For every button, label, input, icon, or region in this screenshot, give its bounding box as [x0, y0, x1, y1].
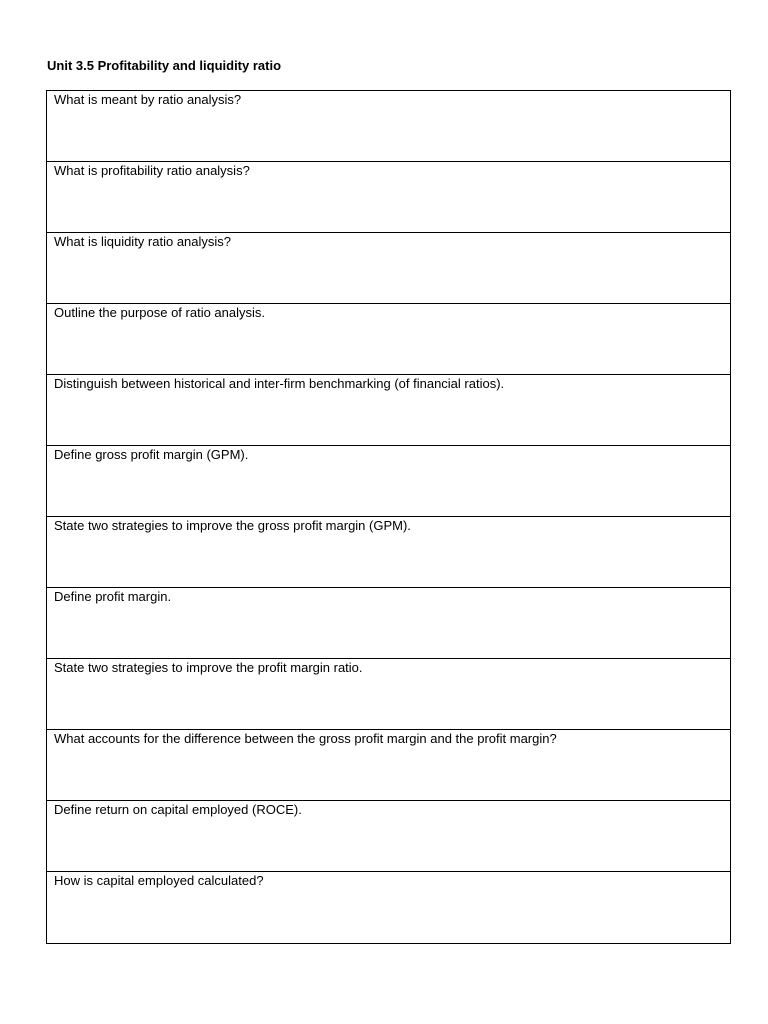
answer-area[interactable]: [54, 253, 723, 299]
answer-area[interactable]: [54, 679, 723, 725]
question-row: [47, 233, 730, 304]
answer-area[interactable]: [54, 537, 723, 583]
question-row: [47, 801, 730, 872]
question-text: What is liquidity ratio analysis?: [54, 234, 232, 249]
question-row: [47, 446, 730, 517]
question-row: [47, 517, 730, 588]
answer-area[interactable]: [54, 608, 723, 654]
question-row: [47, 872, 730, 943]
answer-area[interactable]: [54, 750, 723, 796]
question-row: [47, 91, 730, 162]
question-row: [47, 162, 730, 233]
question-text: Define return on capital employed (ROCE).: [54, 802, 302, 817]
answer-area[interactable]: [54, 466, 723, 512]
answer-area[interactable]: [54, 892, 723, 939]
question-text: What is meant by ratio analysis?: [54, 92, 242, 107]
answer-area[interactable]: [54, 821, 723, 867]
question-text: Outline the purpose of ratio analysis.: [54, 305, 266, 320]
question-text: How is capital employed calculated?: [54, 873, 264, 888]
page-title: Unit 3.5 Profitability and liquidity ratio: [47, 58, 282, 73]
answer-area[interactable]: [54, 182, 723, 228]
question-text: State two strategies to improve the gross profit margin (GPM).: [54, 518, 411, 533]
question-text: What is profitability ratio analysis?: [54, 163, 250, 178]
question-text: Define profit margin.: [54, 589, 172, 604]
question-row: [47, 304, 730, 375]
question-text: What accounts for the difference between the gross profit margin and the profit margin?: [54, 731, 557, 746]
question-row: [47, 730, 730, 801]
question-text: Define gross profit margin (GPM).: [54, 447, 249, 462]
question-row: [47, 659, 730, 730]
question-text: Distinguish between historical and inter-firm benchmarking (of financial ratios).: [54, 376, 505, 391]
answer-area[interactable]: [54, 324, 723, 370]
question-row: [47, 375, 730, 446]
answer-area[interactable]: [54, 395, 723, 441]
question-text: State two strategies to improve the profit margin ratio.: [54, 660, 363, 675]
answer-area[interactable]: [54, 111, 723, 157]
question-table: [46, 90, 731, 944]
question-row: [47, 588, 730, 659]
